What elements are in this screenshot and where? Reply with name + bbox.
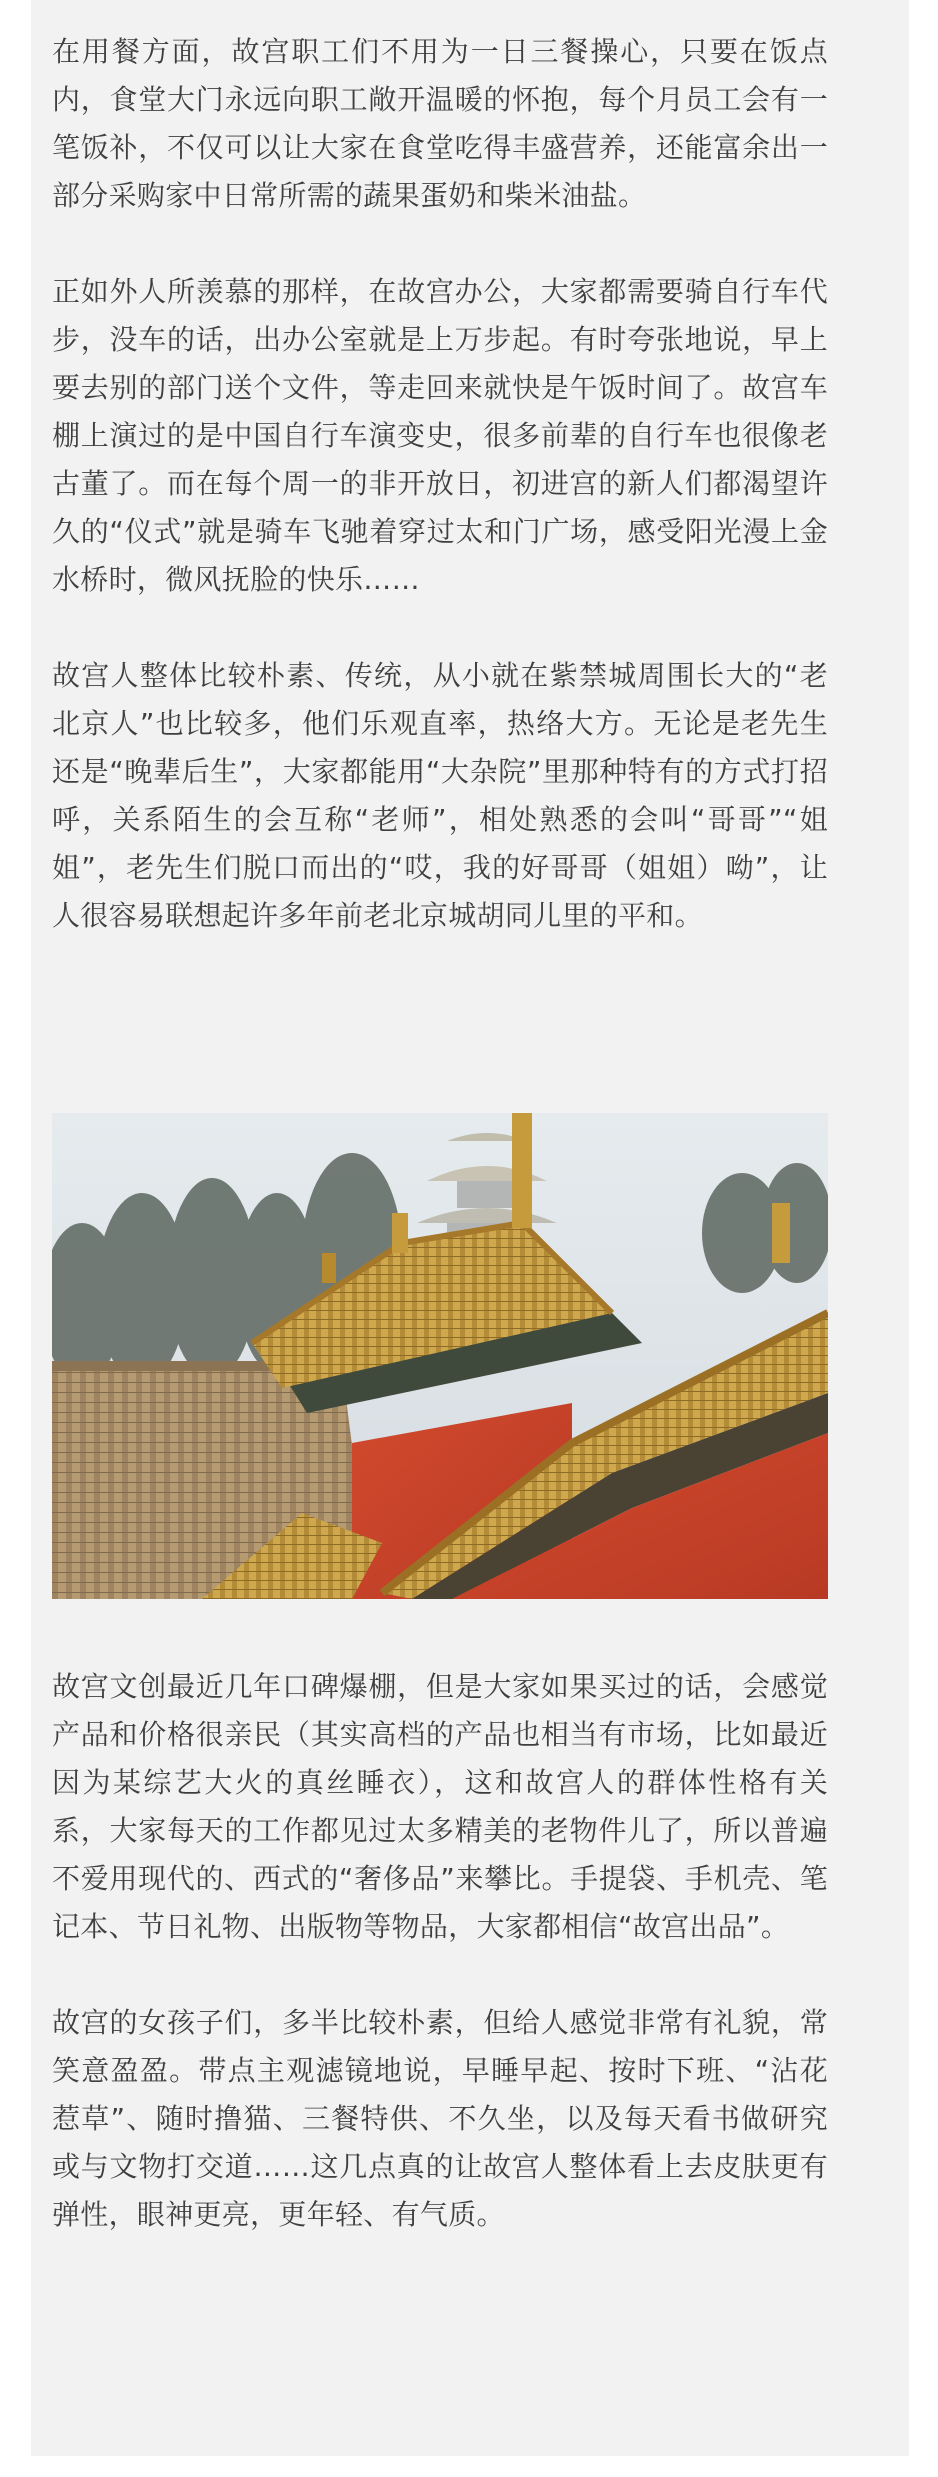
- forbidden-city-roof-photo: [52, 1113, 828, 1599]
- paragraph-cultural-products: 故宫文创最近几年口碑爆棚，但是大家如果买过的话，会感觉产品和价格很亲民（其实高档的产品也相当有市场，比如最近因为某综艺大火的真丝睡衣），这和故宫人的群体性格有关系，大家每天的工作都见过太多精美的老物件儿了，所以普遍不爱用现代的、西式的“奢侈品”来攀比。手提袋、手机壳、笔记本、节日礼物、出版物等物品，大家都相信“故宫出品”。: [52, 1670, 828, 1943]
- paragraph-dining: 在用餐方面，故宫职工们不用为一日三餐操心，只要在饭点内，食堂大门永远向职工敞开温暖的怀抱，每个月员工会有一笔饭补，不仅可以让大家在食堂吃得丰盛营养，还能富余出一部分采购家中日常所需的蔬果蛋奶和柴米油盐。: [52, 35, 828, 212]
- article-body-top: [52, 28, 828, 940]
- article-body-bottom: [52, 1663, 828, 2239]
- paragraph-people: 故宫人整体比较朴素、传统，从小就在紫禁城周围长大的“老北京人”也比较多，他们乐观直率，热络大方。无论是老先生还是“晚辈后生”，大家都能用“大杂院”里那种特有的方式打招呼，关系陌生的会互称“老师”，相处熟悉的会叫“哥哥”“姐姐”，老先生们脱口而出的“哎，我的好哥哥（姐姐）呦”，让人很容易联想起许多年前老北京城胡同儿里的平和。: [52, 659, 828, 932]
- paragraph-bicycle: 正如外人所羡慕的那样，在故宫办公，大家都需要骑自行车代步，没车的话，出办公室就是上万步起。有时夸张地说，早上要去别的部门送个文件，等走回来就快是午饭时间了。故宫车棚上演过的是中国自行车演变史，很多前辈的自行车也很像老古董了。而在每个周一的非开放日，初进宫的新人们都渴望许久的“仪式”就是骑车飞驰着穿过太和门广场，感受阳光漫上金水桥时，微风抚脸的快乐……: [52, 275, 828, 596]
- paragraph-girls: 故宫的女孩子们，多半比较朴素，但给人感觉非常有礼貌，常笑意盈盈。带点主观滤镜地说，早睡早起、按时下班、“沾花惹草”、随时撸猫、三餐特供、不久坐，以及每天看书做研究或与文物打交道……这几点真的让故宫人整体看上去皮肤更有弹性，眼神更亮，更年轻、有气质。: [52, 2006, 828, 2231]
